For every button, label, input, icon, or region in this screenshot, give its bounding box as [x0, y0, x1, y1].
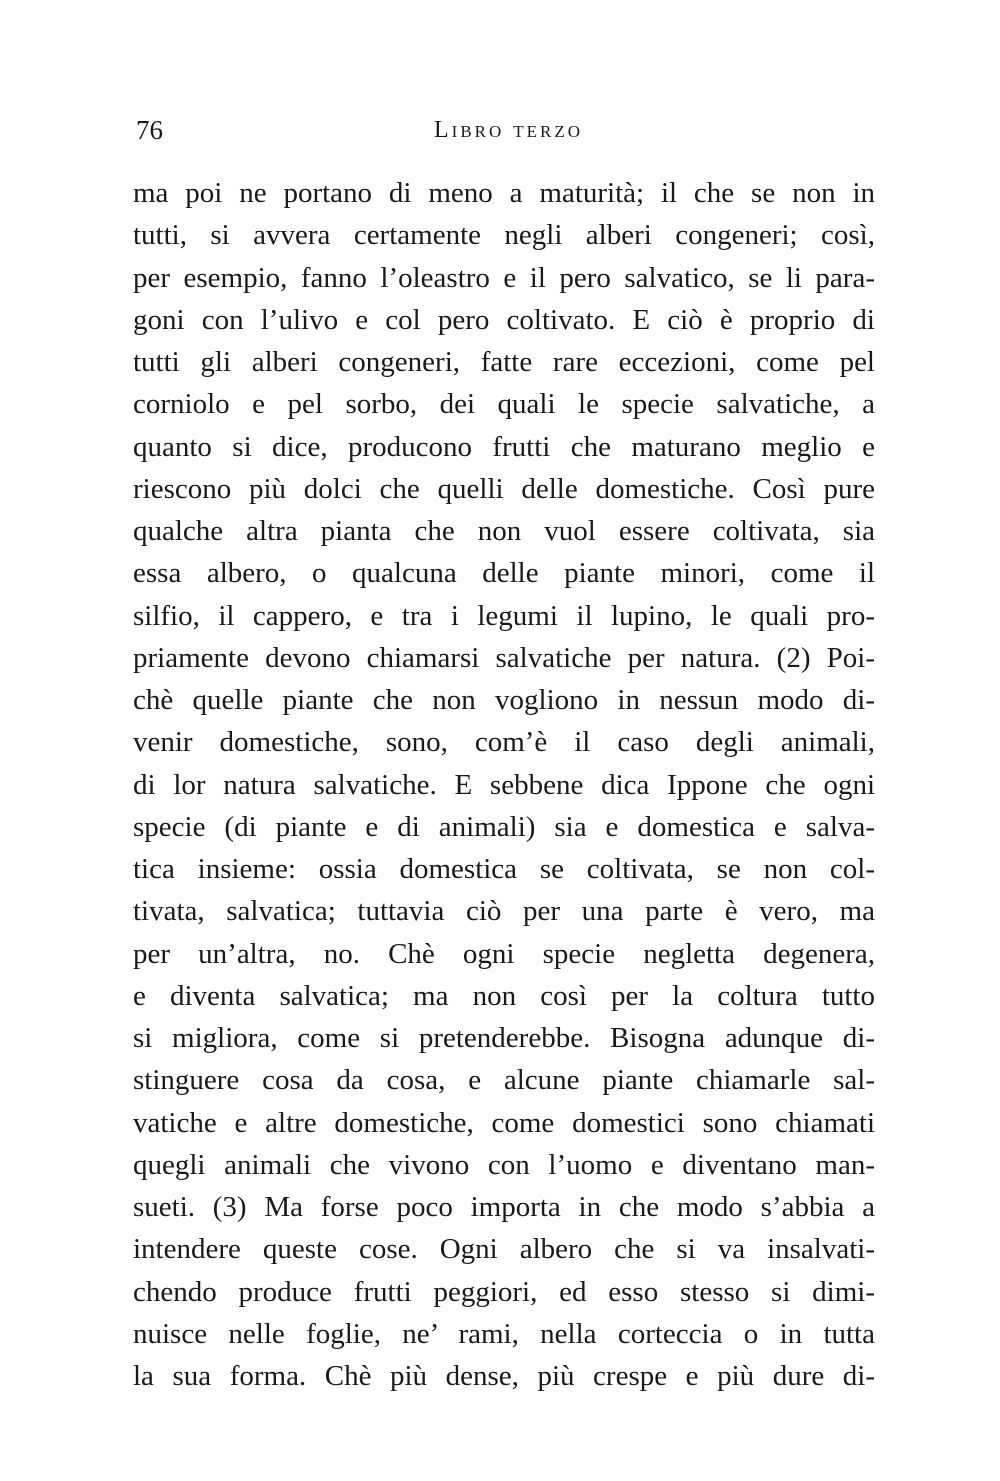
text-line: si migliora, come si pretenderebbe. Bisogna adunque di-	[133, 1022, 875, 1054]
text-line: la sua forma. Chè più dense, più crespe e più dure di-	[133, 1360, 875, 1392]
text-line: corniolo e pel sorbo, dei quali le specie salvatiche, a	[133, 388, 875, 421]
running-head: Libro terzo	[434, 117, 584, 143]
text-line: tutti, si avvera certamente negli alberi congeneri; così,	[133, 219, 875, 252]
body-text	[133, 172, 875, 1397]
text-line: di lor natura salvatiche. E sebbene dica Ippone che ogni	[133, 768, 875, 801]
text-line: stinguere cosa da cosa, e alcune piante chiamarle sal-	[133, 1064, 875, 1097]
text-line: quanto si dice, producono frutti che maturano meglio e	[133, 430, 875, 463]
text-line: goni con l’ulivo e col pero coltivato. E ciò è proprio di	[133, 303, 875, 336]
text-line: tutti gli alberi congeneri, fatte rare eccezioni, come pel	[133, 346, 875, 378]
text-line: priamente devono chiamarsi salvatiche per natura. (2) Poi-	[133, 641, 875, 674]
text-line: riescono più dolci che quelli delle domestiche. Così pure	[133, 472, 875, 505]
text-line: chè quelle piante che non vogliono in nessun modo di-	[133, 684, 875, 716]
text-line: nuisce nelle foglie, ne’ rami, nella corteccia o in tutta	[133, 1317, 875, 1350]
text-line: intendere queste cose. Ogni albero che si va insalvati-	[133, 1233, 875, 1266]
page-header	[136, 110, 876, 150]
text-line: silfio, il cappero, e tra i legumi il lupino, le quali pro-	[133, 599, 875, 632]
text-line: qualche altra pianta che non vuol essere coltivata, sia	[133, 515, 875, 547]
text-line: vatiche e altre domestiche, come domestici sono chiamati	[133, 1106, 875, 1139]
text-line: specie (di piante e di animali) sia e domestica e salva-	[133, 810, 875, 843]
text-line: chendo produce frutti peggiori, ed esso stesso si dimi-	[133, 1275, 875, 1308]
text-line: essa albero, o qualcuna delle piante minori, come il	[133, 557, 875, 590]
text-line: tivata, salvatica; tuttavia ciò per una parte è vero, ma	[133, 895, 875, 928]
text-line: sueti. (3) Ma forse poco importa in che modo s’abbia a	[133, 1191, 875, 1223]
text-line: quegli animali che vivono con l’uomo e diventano man-	[133, 1148, 875, 1181]
text-line: e diventa salvatica; ma non così per la coltura tutto	[133, 979, 875, 1012]
page-number: 76	[136, 115, 163, 145]
text-line: tica insieme: ossia domestica se coltivata, se non col-	[133, 853, 875, 885]
text-line: venir domestiche, sono, com’è il caso degli animali,	[133, 726, 875, 759]
text-line: per esempio, fanno l’oleastro e il pero salvatico, se li para-	[133, 261, 875, 294]
text-line: ma poi ne portano di meno a maturità; il che se non in	[133, 177, 875, 209]
text-line: per un’altra, no. Chè ogni specie negletta degenera,	[133, 937, 875, 970]
